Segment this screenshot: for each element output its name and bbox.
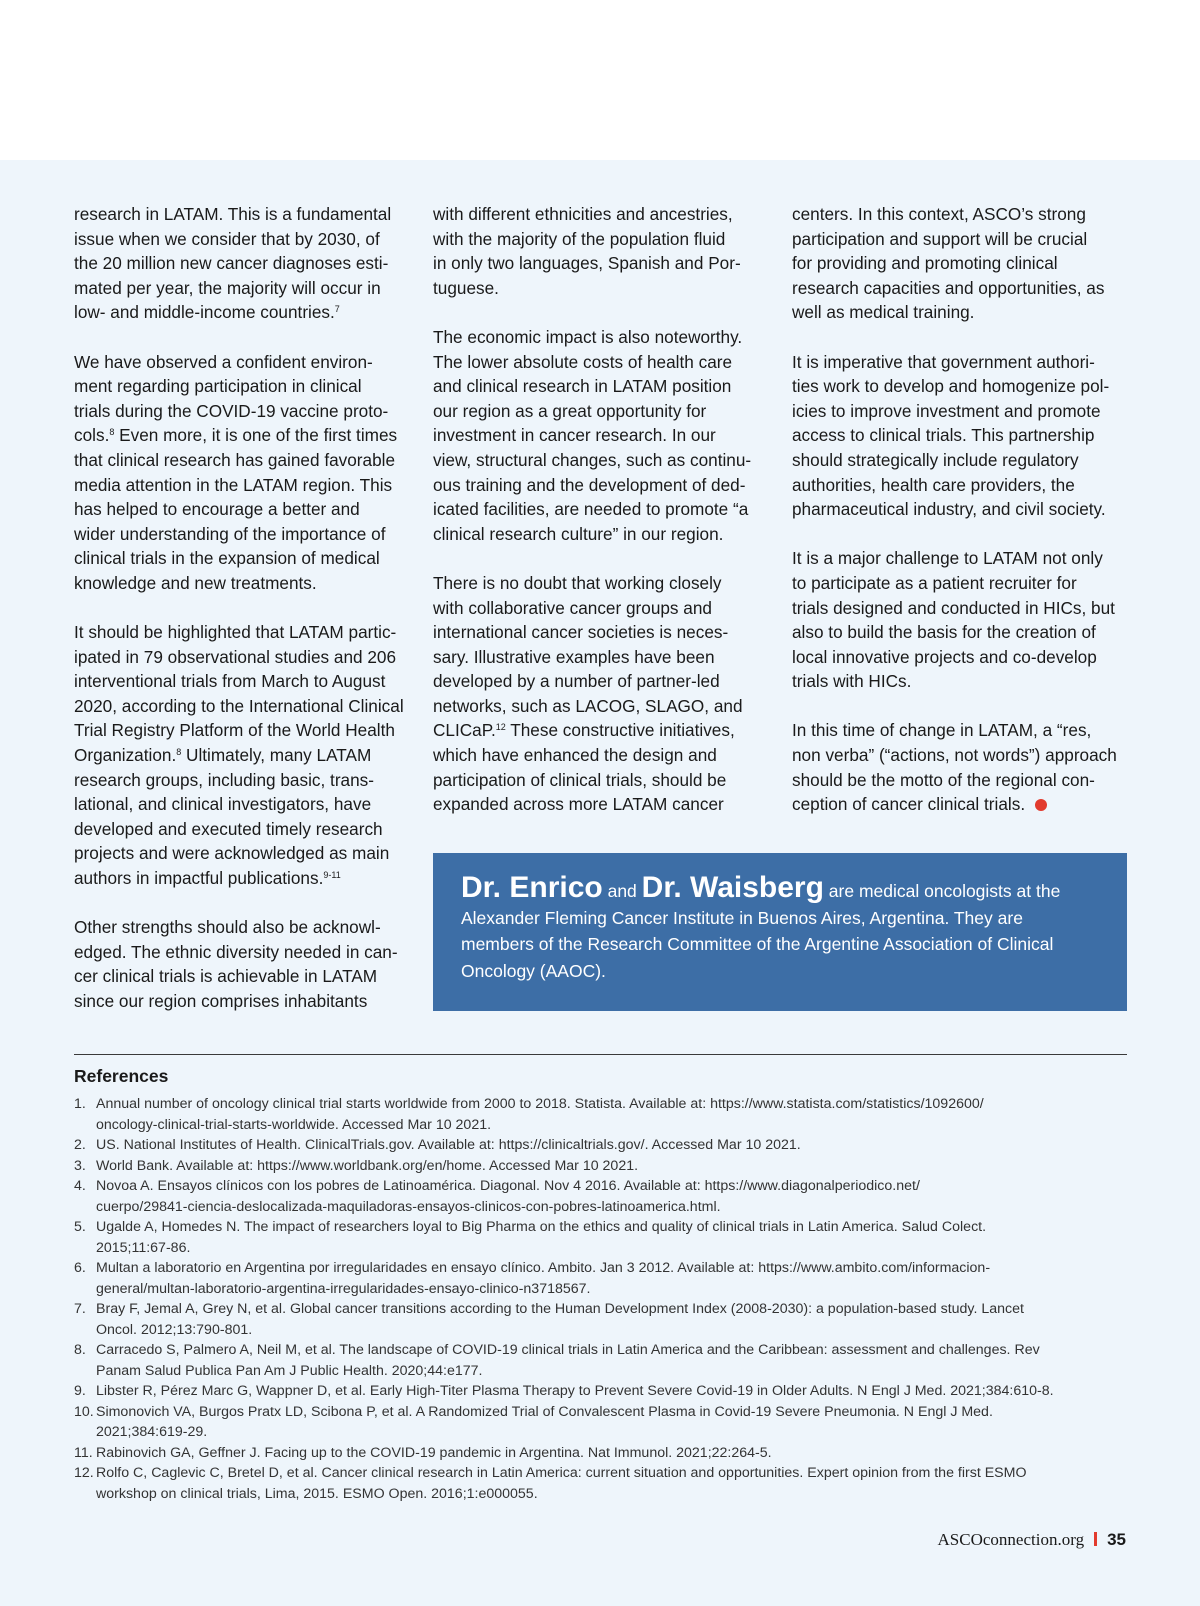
reference-text: Annual number of oncology clinical trial starts worldwide from 2000 to 2018. Statista. Available at: https://www.statista.com/statistics/1092600/ oncology-clinical-trial-starts-worldwide. Accessed Mar 10 2021. [96, 1096, 984, 1133]
separator-bar [1094, 1532, 1097, 1546]
citation: 8 [109, 427, 115, 438]
reference-number: 6. [74, 1260, 86, 1276]
reference-item [74, 1135, 1134, 1156]
author-bio-text: are medical oncologists at the Alexander Fleming Cancer Institute in Buenos Aires, Argentina. They are members of the Research Committee of the Argentine Association of Clinical Oncology (AAOC). [461, 881, 1061, 981]
reference-item [74, 1217, 1134, 1258]
paragraph: Other strengths should also be acknowl- edged. The ethnic diversity needed in can- cer clinical trials is achievable in LATAM since our region comprises inhabitants [74, 917, 398, 1011]
reference-number: 1. [74, 1096, 86, 1112]
reference-text: Bray F, Jemal A, Grey N, et al. Global cancer transitions according to the Human Development Index (2008-2030): a population-based study. Lancet Oncol. 2012;13:790-801. [96, 1301, 1024, 1338]
page-number: 35 [1107, 1530, 1126, 1549]
reference-number: 9. [74, 1383, 86, 1399]
reference-text: US. National Institutes of Health. ClinicalTrials.gov. Available at: https://clinicaltrials.gov/. Accessed Mar 10 2021. [96, 1137, 801, 1153]
reference-text: Rolfo C, Caglevic C, Bretel D, et al. Cancer clinical research in Latin America: current situation and opportunities. Expert opinion from the first ESMO workshop on clinical trials, Lima, 2015. ESMO Open. 2016;1:e000055. [96, 1465, 1027, 1502]
reference-text: Carracedo S, Palmero A, Neil M, et al. The landscape of COVID-19 clinical trials in Latin America and the Caribbean: assessment and challenges. Rev Panam Salud Publica Pan Am J Public Health. 2020;44:e177. [96, 1342, 1040, 1379]
paragraph: In this time of change in LATAM, a “res, non verba” (“actions, not words”) approach should be the motto of the regional con- ception of cancer clinical trials. [792, 720, 1117, 815]
reference-text: Multan a laboratorio en Argentina por irregularidades en ensayo clínico. Ambito. Jan 3 2012. Available at: https://www.ambito.com/informacion- general/multan-laboratorio-argentina-irregularidades-ensayo-clinico-n3718567. [96, 1260, 991, 1297]
reference-item [74, 1094, 1134, 1135]
reference-item [74, 1299, 1134, 1340]
reference-number: 2. [74, 1137, 86, 1153]
citation: 7 [334, 304, 340, 315]
site-name: ASCOconnection.org [937, 1530, 1085, 1549]
article-column-2 [433, 202, 771, 817]
references-list [74, 1094, 1134, 1504]
citation: 8 [176, 747, 182, 758]
references-divider [74, 1054, 1127, 1055]
paragraph: It is imperative that government authori- ties work to develop and homogenize pol- icies to improve investment and promote access to clinical trials. This partnership should strategically include regulatory authorities, health care providers, the pharmaceutical industry, and civil society. [792, 351, 1110, 520]
author-name: Dr. Enrico [461, 871, 603, 904]
author-name: Dr. Waisberg [641, 871, 824, 904]
reference-number: 10. [74, 1403, 94, 1420]
citation: 9-11 [323, 870, 341, 881]
paragraph: There is no doubt that working closely with collaborative cancer groups and international cancer societies is neces- sary. Illustrative examples have been developed by a number of partner-led networks, such as LACOG, SLAGO, and CLICaP.$^{12}$ These constructive initiatives, which have enhanced the design and participation of clinical trials, should be expanded across more LATAM cancer [433, 572, 743, 815]
paragraph: centers. In this context, ASCO’s strong participation and support will be crucial for providing and promoting clinical research capacities and opportunities, as well as medical training. [792, 204, 1105, 323]
reference-item [74, 1402, 1134, 1443]
article-column-3 [792, 202, 1130, 817]
reference-number: 7. [74, 1301, 86, 1317]
reference-item [74, 1258, 1134, 1299]
paragraph: It should be highlighted that LATAM partic- ipated in 79 observational studies and 206 interventional trials from March to August 2020, according to the International Clinical Trial Registry Platform of the World Health Organization.$^8$ Ultimately, many LATAM research groups, including basic, trans- lational, and clinical investigators, have developed and executed timely research projects and were acknowledged as main authors in impactful publications.$^{9-11}$ [74, 622, 404, 889]
end-mark-icon [1035, 799, 1047, 811]
reference-item [74, 1443, 1134, 1464]
reference-number: 11. [74, 1444, 93, 1461]
reference-number: 12. [74, 1465, 94, 1481]
paragraph: The economic impact is also noteworthy. The lower absolute costs of health care and clinical research in LATAM position our region as a great opportunity for investment in cancer research. In our view, structural changes, such as continu- ous training and the development of ded- icated facilities, are needed to promote “a clinical research culture” in our region. [433, 326, 752, 544]
reference-number: 4. [74, 1178, 86, 1194]
paragraph: It is a major challenge to LATAM not only to participate as a patient recruiter for trials designed and conducted in HICs, but also to build the basis for the creation of local innovative projects and co-develop trials with HICs. [792, 548, 1115, 692]
paragraph: We have observed a confident environ- ment regarding participation in clinical trials during the COVID-19 vaccine proto- cols.$^8$ Even more, it is one of the first times that clinical research has gained favorable media attention in the LATAM region. This has helped to encourage a better and wider understanding of the importance of clinical trials in the expansion of medical knowledge and new treatments. [74, 351, 398, 593]
reference-item [74, 1381, 1134, 1402]
reference-text: Rabinovich GA, Geffner J. Facing up to the COVID-19 pandemic in Argentina. Nat Immunol. 2021;22:264-5. [96, 1444, 772, 1461]
reference-item [74, 1463, 1134, 1504]
reference-text: Libster R, Pérez Marc G, Wappner D, et al. Early High-Titer Plasma Therapy to Prevent Severe Covid-19 in Older Adults. N Engl J Med. 2021;384:610-8. [96, 1383, 1054, 1399]
reference-number: 8. [74, 1342, 86, 1358]
references-heading: References [74, 1066, 169, 1086]
reference-text: Ugalde A, Homedes N. The impact of researchers loyal to Big Pharma on the ethics and quality of clinical trials in Latin America. Salud Colect. 2015;11:67-86. [96, 1219, 987, 1256]
reference-text: Simonovich VA, Burgos Pratx LD, Scibona P, et al. A Randomized Trial of Convalescent Plasma in Covid-19 Severe Pneumonia. N Engl J Med. 2021;384:619-29. [96, 1403, 993, 1440]
top-margin [0, 0, 1200, 160]
paragraph: with different ethnicities and ancestries, with the majority of the population fluid in only two languages, Spanish and Por- tuguese. [433, 204, 741, 298]
author-bio-box: Dr. Enrico and Dr. Waisberg are medical oncologists at the Alexander Fleming Cancer Institute in Buenos Aires, Argentina. They are members of the Research Committee of the Argentine Association of Clinical Oncology (AAOC). [433, 853, 1127, 1011]
reference-item [74, 1156, 1134, 1177]
reference-item [74, 1176, 1134, 1217]
article-column-1 [74, 202, 412, 1014]
paragraph: research in LATAM. This is a fundamental issue when we consider that by 2030, of the 20 million new cancer diagnoses esti- mated per year, the majority will occur in low- and middle-income countries.$^7$ [74, 204, 392, 323]
citation: 12 [495, 722, 506, 733]
reference-number: 3. [74, 1157, 86, 1174]
reference-item [74, 1340, 1134, 1381]
reference-number: 5. [74, 1219, 86, 1235]
reference-text: World Bank. Available at: https://www.worldbank.org/en/home. Accessed Mar 10 2021. [96, 1157, 639, 1174]
reference-text: Novoa A. Ensayos clínicos con los pobres de Latinoamérica. Diagonal. Nov 4 2016. Available at: https://www.diagonalperiodico.net/ cuerpo/29841-ciencia-deslocalizada-maquiladoras-ensayos-clinicos-con-pobres-latinoamerica.html. [96, 1178, 920, 1215]
page-footer [938, 1530, 1126, 1550]
